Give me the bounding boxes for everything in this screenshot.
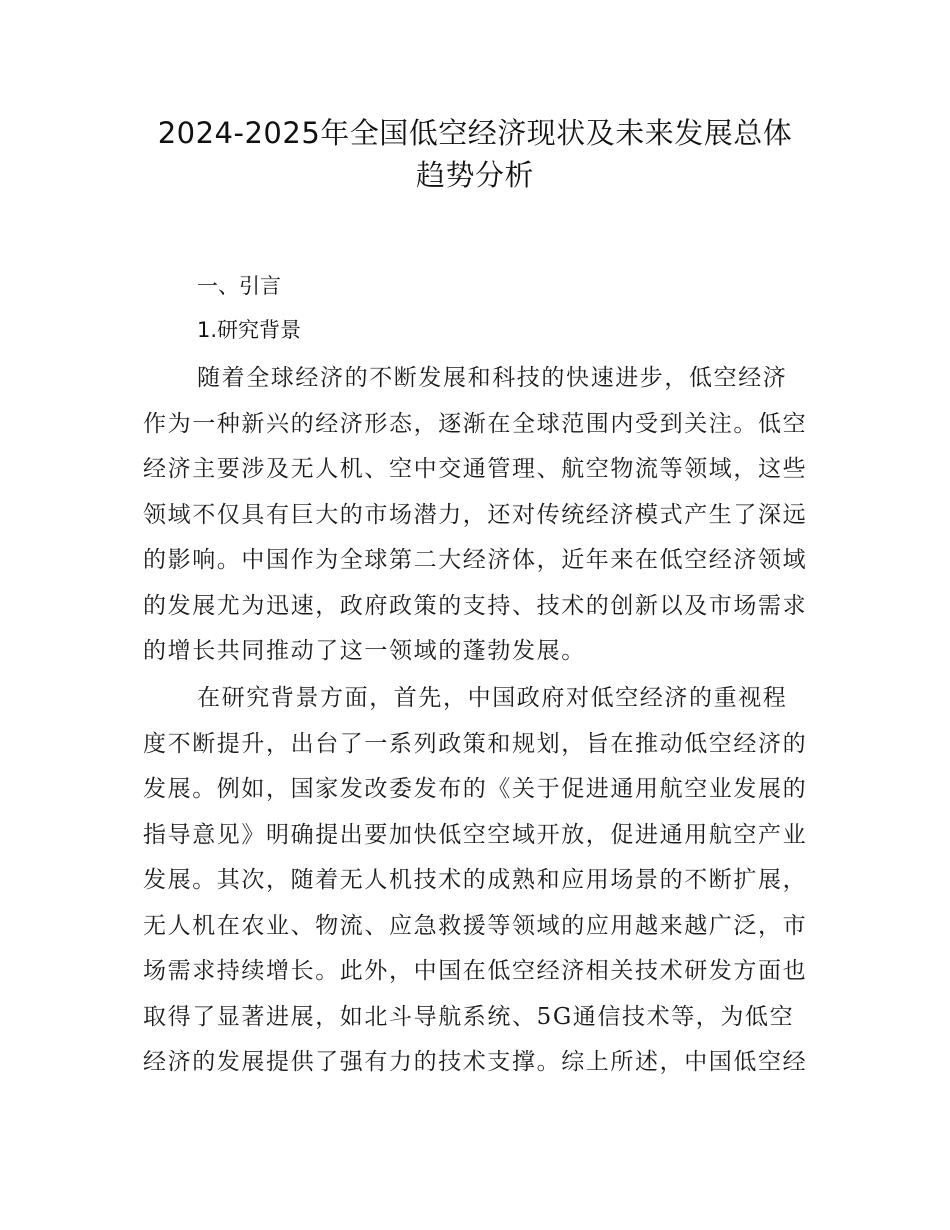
paragraph-2 — [143, 676, 813, 1086]
subsection-heading: 1.研究背景 — [197, 318, 302, 342]
paragraph-line: 经济的发展提供了强有力的技术支撑。综上所述，中国低空经 — [143, 1049, 808, 1075]
paragraph-line: 的增长共同推动了这一领域的蓬勃发展。 — [143, 638, 586, 664]
title-line-2: 趋势分析 — [415, 158, 534, 192]
paragraph-line: 度不断提升，出台了一系列政策和规划，旨在推动低空经济的 — [143, 730, 808, 757]
paragraph-line: 的影响。中国作为全球第二大经济体，近年来在低空经济领域 — [143, 547, 808, 573]
section-heading: 一、引言 — [197, 274, 281, 298]
paragraph-line: 作为一种新兴的经济形态，逐渐在全球范围内受到关注。低空 — [143, 410, 808, 437]
title-line-1: 2024-2025年全国低空经济现状及未来发展总体 — [157, 116, 793, 150]
paragraph-line: 取得了显著进展，如北斗导航系统、5G通信技术等，为低空 — [143, 1003, 795, 1030]
paragraph-line: 的发展尤为迅速，政府政策的支持、技术的创新以及市场需求 — [143, 592, 808, 619]
paragraph-line: 随着全球经济的不断发展和科技的快速进步，低空经济 — [197, 365, 788, 391]
paragraph-line: 经济主要涉及无人机、空中交通管理、航空物流等领域，这些 — [143, 456, 808, 482]
paragraph-line: 领域不仅具有巨大的市场潜力，还对传统经济模式产生了深远 — [143, 501, 808, 528]
paragraph-line: 发展。其次，随着无人机技术的成熟和应用场景的不断扩展， — [143, 867, 808, 893]
document-title — [120, 112, 830, 196]
paragraph-line: 指导意见》明确提出要加快低空空域开放，促进通用航空产业 — [143, 821, 808, 848]
paragraph-line: 无人机在农业、物流、应急救援等领域的应用越来越广泛，市 — [143, 912, 808, 939]
paragraph-line: 发展。例如，国家发改委发布的《关于促进通用航空业发展的 — [143, 776, 808, 802]
paragraph-line: 在研究背景方面，首先，中国政府对低空经济的重视程 — [197, 685, 788, 711]
paragraph-1 — [143, 356, 813, 675]
paragraph-line: 场需求持续增长。此外，中国在低空经济相关技术研发方面也 — [143, 958, 808, 984]
